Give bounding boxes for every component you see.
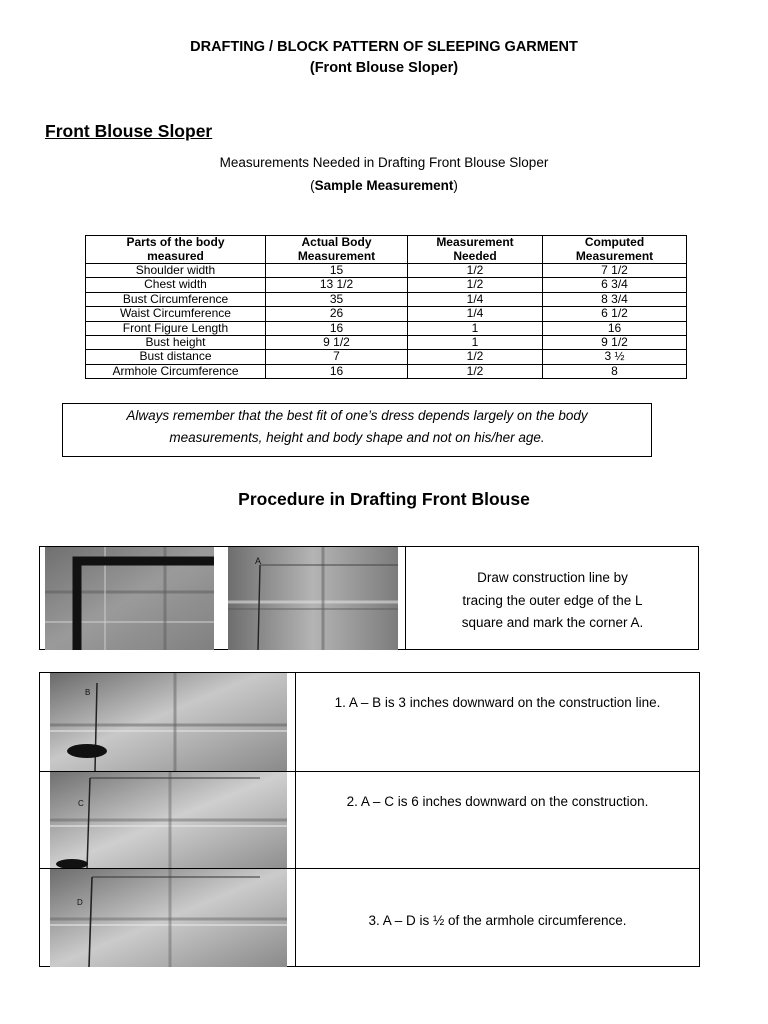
step-text: 3. A – D is ½ of the armhole circumference. (368, 913, 627, 928)
table-row (86, 336, 687, 350)
cell-part: Bust distance (86, 350, 266, 364)
note-box (62, 403, 652, 457)
cell-actual: 16 (266, 321, 408, 335)
table-row (86, 292, 687, 306)
cell-computed: 16 (543, 321, 687, 335)
corner-a-mark: A (255, 556, 262, 566)
cell-computed: 6 1/2 (543, 307, 687, 321)
cell-needed: 1/4 (408, 292, 543, 306)
note-line: measurements, height and body shape and not on his/her age. (169, 430, 545, 445)
cell-part: Shoulder width (86, 264, 266, 278)
cell-needed: 1 (408, 321, 543, 335)
procedure-heading: Procedure in Drafting Front Blouse (238, 489, 530, 509)
header-actual: Actual Body Measurement (266, 236, 408, 264)
cell-needed: 1/2 (408, 364, 543, 378)
cell-needed: 1/4 (408, 307, 543, 321)
cell-needed: 1/2 (408, 264, 543, 278)
cell-part: Waist Circumference (86, 307, 266, 321)
measurements-intro: Measurements Needed in Drafting Front Blouse Sloper (219, 155, 549, 170)
header-parts: Parts of the body measured (86, 236, 266, 264)
step-construction-line (39, 546, 699, 650)
cell-computed: 8 (543, 364, 687, 378)
header-needed: Measurement Needed (408, 236, 543, 264)
cell-needed: 1 (408, 336, 543, 350)
corner-a-photo (228, 547, 398, 650)
cell-part: Front Figure Length (86, 321, 266, 335)
l-square-photo (45, 547, 214, 650)
steps-table (39, 672, 700, 967)
cell-computed: 7 1/2 (543, 264, 687, 278)
step-text: 2. A – C is 6 inches downward on the construction. (346, 794, 649, 809)
cell-computed: 6 3/4 (543, 278, 687, 292)
header-computed: Computed Measurement (543, 236, 687, 264)
step-row (40, 868, 699, 967)
step-photo (50, 673, 287, 771)
table-row (86, 278, 687, 292)
cell-part: Armhole Circumference (86, 364, 266, 378)
step-row (40, 673, 699, 771)
divider (295, 772, 296, 869)
cell-actual: 15 (266, 264, 408, 278)
step-instruction: Draw construction line by tracing the outer edge of the L square and mark the corner A. (461, 570, 644, 630)
cell-needed: 1/2 (408, 350, 543, 364)
table-row (86, 321, 687, 335)
cell-actual: 16 (266, 364, 408, 378)
cell-computed: 3 ½ (543, 350, 687, 364)
cell-computed: 8 3/4 (543, 292, 687, 306)
point-mark: B (85, 688, 91, 697)
point-mark: C (78, 799, 84, 808)
table-row (86, 264, 687, 278)
cell-actual: 13 1/2 (266, 278, 408, 292)
table-header-row (86, 236, 687, 264)
table-row (86, 364, 687, 378)
document-title: DRAFTING / BLOCK PATTERN OF SLEEPING GARMENT (190, 39, 578, 55)
cell-needed: 1/2 (408, 278, 543, 292)
document-subtitle: (Front Blouse Sloper) (309, 60, 459, 76)
sample-measurement-label: (Sample Measurement) (310, 178, 458, 193)
cell-part: Bust height (86, 336, 266, 350)
cell-actual: 35 (266, 292, 408, 306)
note-line: Always remember that the best fit of one’s dress depends largely on the body (126, 408, 588, 423)
cell-actual: 9 1/2 (266, 336, 408, 350)
section-heading: Front Blouse Sloper (45, 121, 213, 141)
cell-actual: 26 (266, 307, 408, 321)
cell-part: Bust Circumference (86, 292, 266, 306)
cell-computed: 9 1/2 (543, 336, 687, 350)
divider (295, 673, 296, 771)
step-photo (50, 772, 287, 869)
table-row (86, 307, 687, 321)
step-photo (50, 869, 287, 967)
measurement-table (85, 235, 687, 379)
step-text: 1. A – B is 3 inches downward on the construction line. (334, 695, 661, 710)
cell-part: Chest width (86, 278, 266, 292)
table-row (86, 350, 687, 364)
step-row (40, 771, 699, 869)
cell-actual: 7 (266, 350, 408, 364)
point-mark: D (77, 898, 83, 907)
